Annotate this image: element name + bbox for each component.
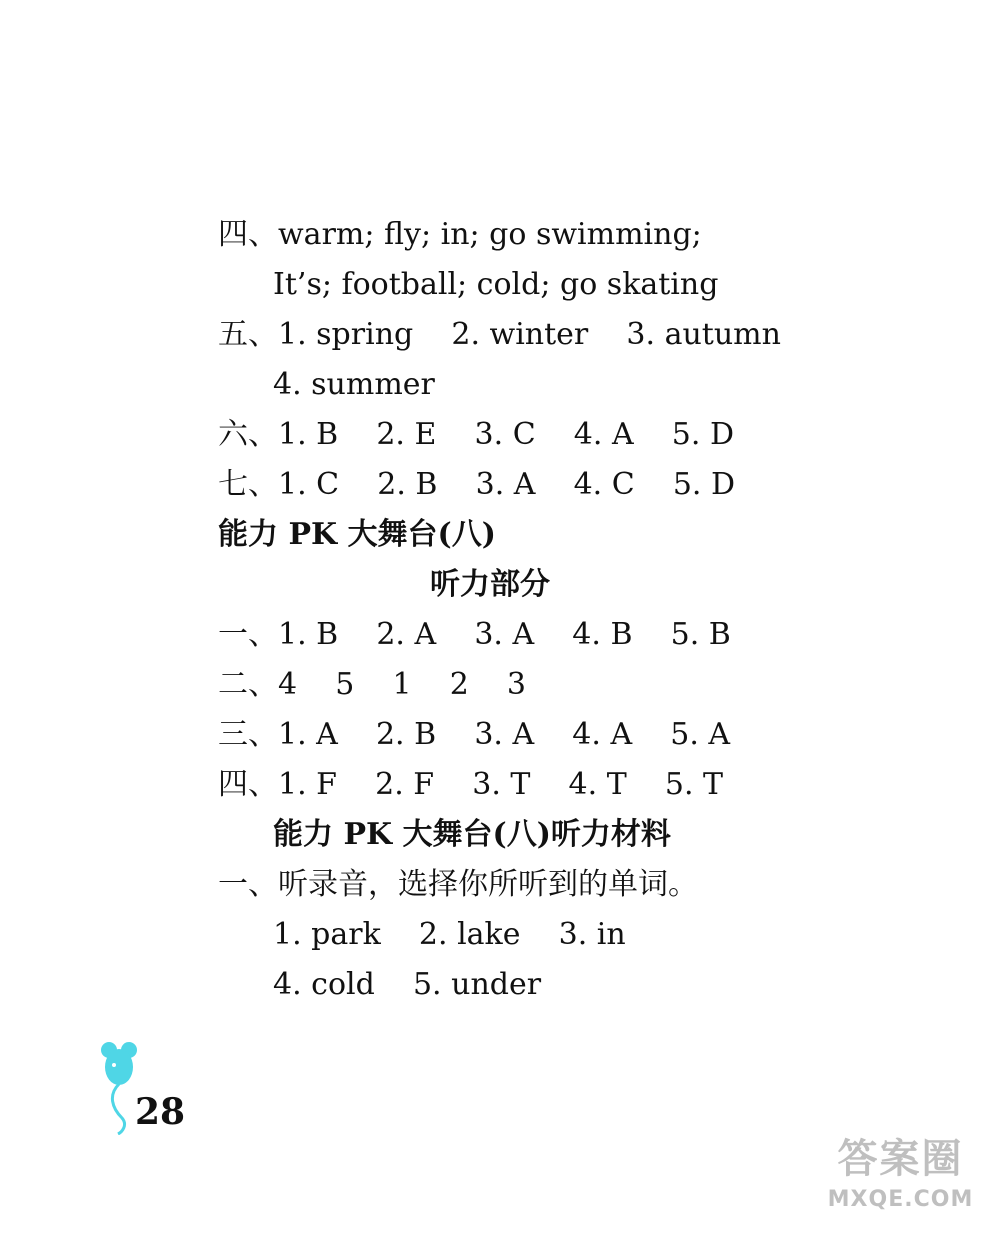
watermark-url: MXQE.COM <box>827 1187 974 1212</box>
page-number: 28 <box>135 1091 186 1133</box>
watermark-logo <box>813 1132 988 1227</box>
heading-listening-material: 能力 PK 大舞台(八)听力材料 <box>273 817 671 852</box>
heading-ability-pk-8: 能力 PK 大舞台(八) <box>218 517 496 552</box>
section-five-line-1: 五、1. spring 2. winter 3. autumn <box>218 317 781 352</box>
material-instruction: 一、听录音，选择你所听到的单词。 <box>218 867 698 902</box>
section-four-line-2: It’s; football; cold; go skating <box>273 267 719 302</box>
listening-section-one: 一、1. B 2. A 3. A 4. B 5. B <box>218 617 731 652</box>
listening-section-four: 四、1. F 2. F 3. T 4. T 5. T <box>218 767 724 802</box>
section-four-line-1: 四、warm; fly; in; go swimming; <box>218 217 702 252</box>
watermark-top-text: 答案圈 <box>837 1136 964 1182</box>
material-words-line-2: 4. cold 5. under <box>273 967 542 1002</box>
material-words-line-1: 1. park 2. lake 3. in <box>273 917 626 952</box>
section-seven-answers: 七、1. C 2. B 3. A 4. C 5. D <box>218 467 736 502</box>
listening-section-two: 二、4 5 1 2 3 <box>218 667 527 702</box>
listening-section-three: 三、1. A 2. B 3. A 4. A 5. A <box>218 717 731 752</box>
heading-listening-part: 听力部分 <box>430 567 550 602</box>
section-six-answers: 六、1. B 2. E 3. C 4. A 5. D <box>218 417 734 452</box>
section-five-line-2: 4. summer <box>273 367 435 402</box>
